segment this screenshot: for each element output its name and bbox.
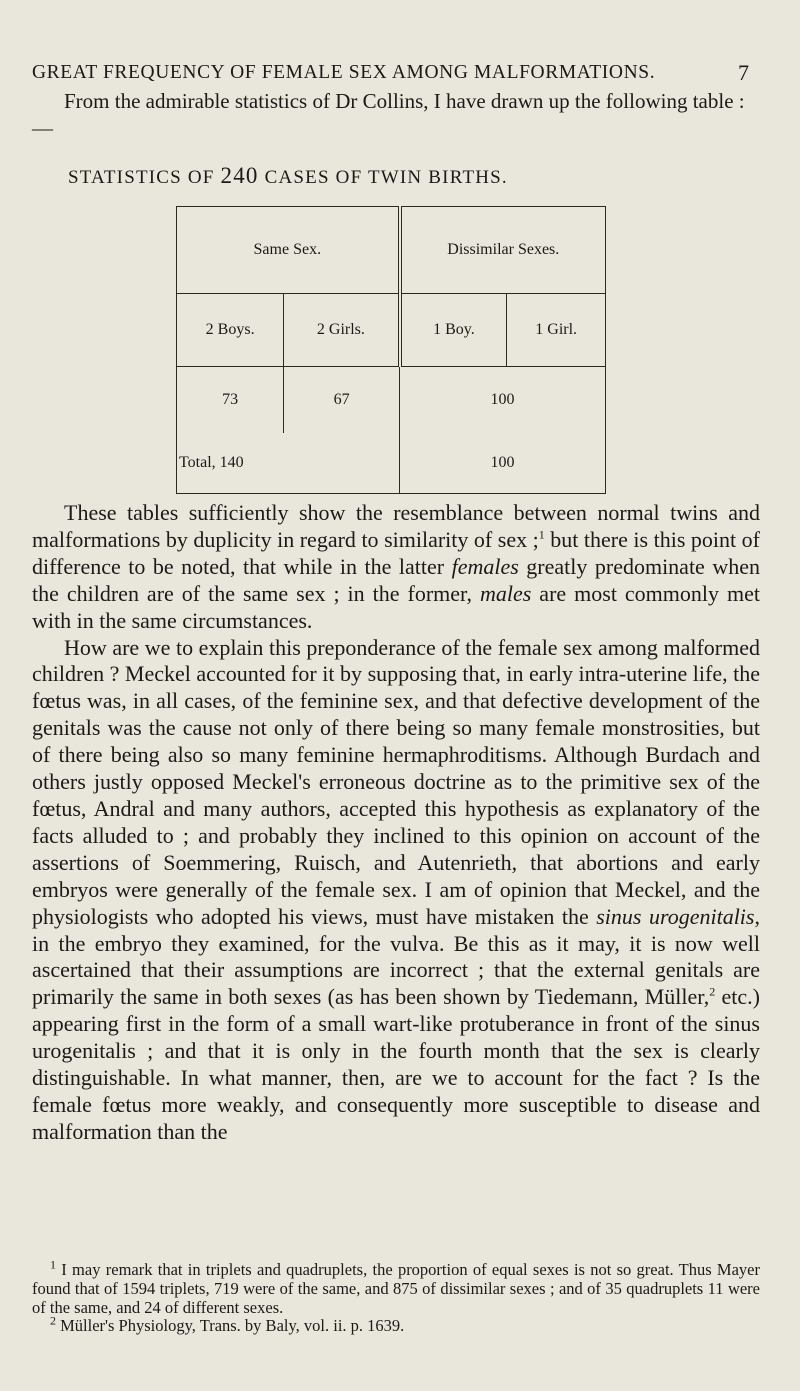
footnotes <box>32 1257 760 1336</box>
twin-births-table <box>176 206 606 494</box>
same-sex-header: Same Sex. <box>177 207 400 294</box>
table-row <box>177 367 606 434</box>
table-title-suffix: CASES OF TWIN BIRTHS. <box>258 167 508 188</box>
dissimilar-count-cell: 100 <box>400 367 606 434</box>
text-run: but there is this point of difference to be noted, that while in the latter <box>32 526 760 579</box>
text-run: , in the embryo they examined, for the vulva. Be this as it may, it is now well ascertained that their assumptions are incorrect ; that the external genitals are primarily the same in both sexes (as has been shown by Tiedemann, Müller, <box>32 903 760 1010</box>
dissimilar-sexes-header: Dissimilar Sexes. <box>400 207 606 294</box>
intro-paragraph: From the admirable statistics of Dr Collins, I have drawn up the following table :— <box>32 89 745 140</box>
body-text <box>32 500 760 1146</box>
running-title: GREAT FREQUENCY OF FEMALE SEX AMONG MALFORMATIONS. <box>32 62 656 83</box>
table-title <box>68 163 768 189</box>
emphasis-sinus: sinus urogenitalis <box>596 903 755 929</box>
table-row <box>177 207 606 294</box>
text-run: These tables sufficiently show the resemblance between normal twins and malformations by duplicity in regard to similarity of sex ; <box>32 500 760 552</box>
girls-count-cell: 67 <box>284 367 400 434</box>
paragraph-1 <box>32 500 760 635</box>
one-boy-header: 1 Boy. <box>400 294 507 367</box>
girls-header: 2 Girls. <box>284 294 400 367</box>
footnote-1 <box>32 1257 760 1317</box>
text-run: are most commonly met with in the same circumstances. <box>32 580 760 633</box>
footnote-mark-1: 1 <box>50 1257 56 1272</box>
page-number: 7 <box>738 60 750 85</box>
text-run: How are we to explain this preponderance of the female sex among malformed children ? Meckel accounted for it by supposing that, in early intra-uterine life, the fœtus was, in all cases, of the feminine sex, and that defective development of the genitals was the cause not only of there being so many female monstrosities, but of there being also so many feminine hermaphroditisms. Although Burdach and others justly opposed Meckel's erroneous doctrine as to the primitive sex of the fœtus, Andral and many authors, accepted this hypothesis as explanatory of the facts alluded to ; and probably they inclined to this opinion on account of the assertions of Soemmering, Ruisch, and Autenrieth, that abortions and early embryos were generally of the female sex. I am of opinion that Meckel, and the physiologists who adopted his views, must have mistaken the <box>32 634 760 929</box>
footnote-text: Müller's Physiology, Trans. by Baly, vol. ii. p. 1639. <box>56 1316 405 1336</box>
emphasis-females: females <box>451 553 519 579</box>
table-title-prefix: STATISTICS OF <box>68 167 221 188</box>
total-dissimilar-cell: 100 <box>400 433 606 494</box>
boys-count-cell: 73 <box>177 367 284 434</box>
paragraph-2 <box>32 635 760 1146</box>
one-girl-header: 1 Girl. <box>507 294 606 367</box>
footnote-text: I may remark that in triplets and quadruplets, the proportion of equal sexes is not so great. Thus Mayer found that of 1594 triplets, 719 were of the same, and 875 of dissimilar sexes ; and of 35 quadruplets 11 were of the same, and 24 of different sexes. <box>32 1260 760 1317</box>
table-row <box>177 433 606 494</box>
table-title-count: 240 <box>220 163 259 188</box>
text-run: greatly predominate when the children are of the same sex ; in the former, <box>32 553 760 606</box>
text-run: etc.) appearing first in the form of a small wart-like protuberance in front of the sinus urogenitalis ; and that it is only in the fourth month that the sex is clearly distinguishable. In what manner, then, are we to account for the fact ? Is the female fœtus more weakly, and consequently more susceptible to disease and malformation than the <box>32 984 761 1144</box>
running-header <box>32 62 752 84</box>
footnote-2 <box>32 1313 760 1336</box>
footnote-mark-2: 2 <box>50 1313 56 1328</box>
total-same-cell: Total, 140 <box>177 433 400 494</box>
boys-header: 2 Boys. <box>177 294 284 367</box>
footnote-ref-1: 1 <box>538 527 545 542</box>
emphasis-males: males <box>479 580 532 606</box>
footnote-ref-2: 2 <box>709 984 716 999</box>
table-row <box>177 294 606 367</box>
